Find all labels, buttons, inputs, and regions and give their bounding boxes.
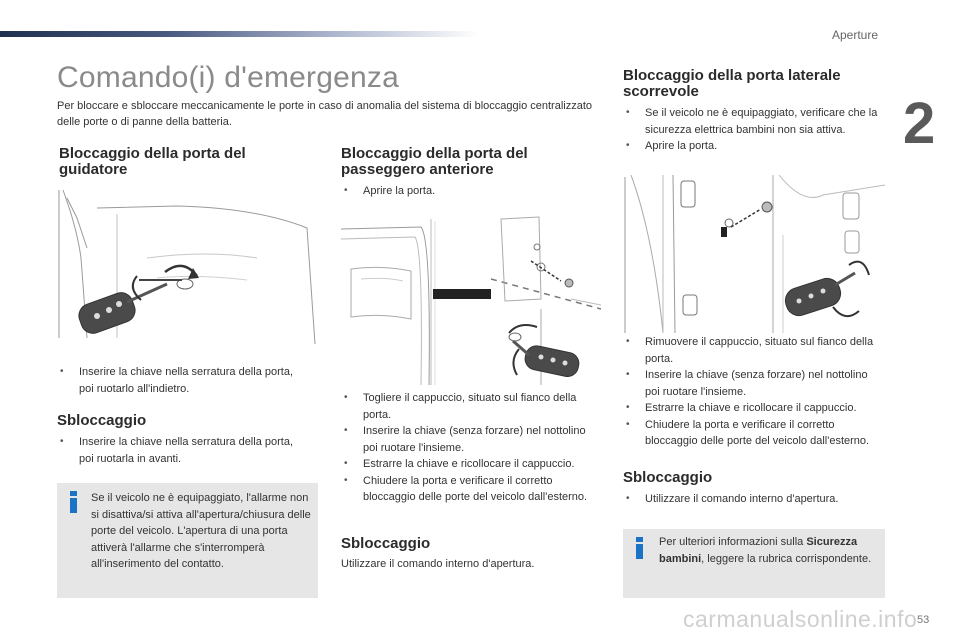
bullet-icon: • (626, 402, 630, 413)
bullet-icon: • (626, 369, 630, 380)
driver-door-heading: Bloccaggio della porta del guidatore (59, 145, 246, 178)
list-item: • Aprire la porta. (341, 183, 591, 200)
passenger-door-illustration (341, 209, 601, 385)
passenger-door-heading: Bloccaggio della porta del passeggero anteriore (341, 145, 528, 178)
sliding-door-steps (623, 334, 885, 450)
driver-unlock-heading: Sbloccaggio (57, 412, 147, 429)
list-item: • Togliere il cappuccio, situato sul fianco della porta. (344, 392, 577, 421)
intro-text: Per bloccare e sbloccare meccanicamente le porte in caso di anomalia del sistema di bloccaggio centralizzato delle porte o di panne della batteria. (57, 100, 592, 128)
driver-door-steps (57, 364, 307, 397)
list-item: • Chiudere la porta e verificare il corretto bloccaggio delle porte del veicolo dall'esterno. (626, 418, 870, 447)
list-item: • Estrarre la chiave e ricollocare il cappuccio. (623, 400, 885, 417)
bullet-icon: • (626, 493, 630, 504)
bullet-icon: • (60, 436, 64, 447)
page-title: Comando(i) d'emergenza (57, 61, 399, 94)
list-item: • Rimuovere il cappuccio, situato sul fianco della porta. (626, 336, 874, 365)
list-item: • Inserire la chiave nella serratura della porta, poi ruotarlo all'indietro. (60, 366, 294, 395)
section-label: Aperture (832, 28, 879, 42)
alarm-info-text: Se il veicolo ne è equipaggiato, l'allarme non si disattiva/si attiva all'apertura/chiusura delle porte del veicolo. L'apertura di una porta attiverà l'allarme che s'interromperà all'inserimento del contatto. (91, 492, 311, 570)
sliding-door-heading: Bloccaggio della porta laterale scorrevole (623, 67, 841, 100)
bullet-icon: • (626, 418, 630, 430)
bullet-icon: • (344, 458, 348, 469)
bullet-icon: • (344, 474, 348, 486)
child-safety-info-box (623, 529, 885, 598)
list-item: • Inserire la chiave nella serratura della porta, poi ruotarla in avanti. (60, 436, 294, 465)
bullet-icon: • (626, 140, 630, 151)
bullet-icon: • (344, 425, 348, 436)
passenger-unlock-text: Utilizzare il comando interno d'apertura. (341, 558, 535, 570)
list-item: • Inserire la chiave (senza forzare) nel nottolino poi ruotare l'insieme. (344, 425, 586, 454)
alarm-info-box (57, 483, 318, 598)
bullet-icon: • (626, 336, 630, 347)
driver-door-illustration (57, 188, 318, 344)
header-gradient-bar (0, 31, 480, 37)
sliding-door-illustration (623, 175, 885, 333)
list-item: • Se il veicolo ne è equipaggiato, verificare che la sicurezza elettrica bambini non sia attiva. (626, 107, 878, 136)
info-icon (70, 491, 77, 513)
watermark: carmanualsonline.info (683, 606, 918, 632)
list-item: • Utilizzare il comando interno d'apertura. (623, 491, 885, 508)
passenger-door-steps (341, 390, 603, 506)
child-safety-link-text: Sicurezza bambini (659, 536, 858, 565)
info-icon (636, 537, 643, 559)
list-item: • Inserire la chiave (senza forzare) nel nottolino poi ruotare l'insieme. (626, 369, 868, 398)
list-item: • Aprire la porta. (623, 138, 885, 155)
list-item: • Estrarre la chiave e ricollocare il cappuccio. (341, 456, 603, 473)
driver-unlock-steps (57, 434, 307, 467)
chapter-number: 2 (903, 91, 936, 156)
bullet-icon: • (626, 107, 630, 118)
sliding-door-pre-steps (623, 105, 885, 155)
page-number: 53 (917, 614, 930, 626)
list-item: • Chiudere la porta e verificare il corretto bloccaggio delle porte del veicolo dall'esterno. (344, 474, 588, 503)
passenger-open-step (341, 183, 591, 200)
bullet-icon: • (344, 185, 348, 196)
bullet-icon: • (60, 366, 64, 377)
child-safety-info-text: Per ulteriori informazioni sulla Sicurezza bambini, leggere la rubrica corrispondente. (659, 536, 872, 565)
passenger-unlock-heading: Sbloccaggio (341, 535, 431, 552)
sliding-unlock-steps (623, 491, 885, 508)
bullet-icon: • (344, 392, 348, 403)
sliding-unlock-heading: Sbloccaggio (623, 469, 713, 486)
